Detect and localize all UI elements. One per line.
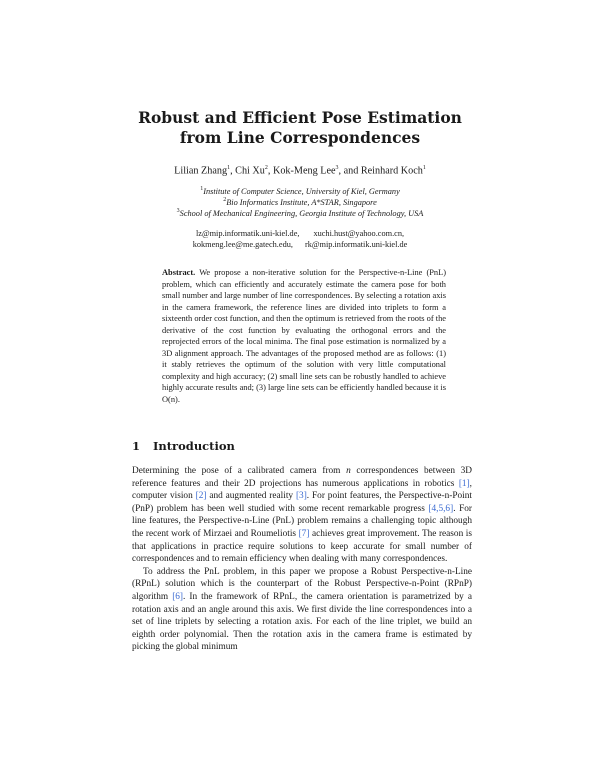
section-heading (132, 439, 235, 453)
affiliation-text: School of Mechanical Engineering, Georgia Institute of Technology, USA (179, 208, 424, 218)
text-run: achieves great improvement. The reason is that applications in practice require solutions to keep accurate for small number of correspondences and to remain efficiency when dealing with many correspondences. (132, 528, 472, 565)
email[interactable]: rk@mip.informatik.uni-kiel.de (304, 240, 408, 249)
affiliation-mark: 2 (223, 197, 227, 203)
author-separator: , (267, 165, 273, 177)
affiliation (0, 197, 600, 207)
author-affiliation-mark: 1 (227, 165, 231, 171)
email[interactable]: xuchi.hust@yahoo.com.cn, (313, 229, 405, 238)
citation-link[interactable]: [2] (195, 491, 207, 502)
author: Chi Xu (235, 165, 265, 177)
paper-title-line-1: Robust and Efficient Pose Estimation (138, 108, 462, 127)
paragraph (132, 566, 472, 654)
author-affiliation-mark: 2 (264, 165, 268, 171)
paragraph (132, 465, 472, 566)
author-list (0, 165, 600, 176)
text-run: correspondences between 3D reference features and their 2D projections has numerous applications in robotics (132, 466, 472, 489)
affiliation-text: Institute of Computer Science, University of Kiel, Germany (203, 186, 400, 196)
author-affiliation-mark: 3 (335, 165, 339, 171)
text-run: To address the PnL problem, in this paper we propose a Robust Perspective-n-Line (RPnL) solution which is the counterpart of the Robust Perspective-n-Point (RPnP) algorithm (132, 566, 472, 602)
abstract-label: Abstract. (162, 268, 196, 277)
math-variable: n (346, 466, 351, 476)
affiliation (0, 186, 600, 196)
author: Kok-Meng Lee (272, 165, 336, 177)
section-title: Introduction (153, 439, 235, 453)
citation-link[interactable]: [1] (458, 478, 470, 489)
citation-link[interactable]: [6] (172, 591, 184, 602)
citation-link[interactable]: [3] (295, 491, 307, 502)
text-run: . For line features, the Perspective-n-Line (PnL) problem remains a challenging topic although the recent work of Mirzaei and Roumeliotis (132, 503, 472, 539)
affiliation-mark: 3 (176, 208, 180, 214)
email[interactable]: lz@mip.informatik.uni-kiel.de, (195, 229, 300, 238)
author-affiliation-mark: 1 (422, 165, 426, 171)
paper-title-line-2: from Line Correspondences (179, 128, 421, 147)
affiliation (0, 208, 600, 218)
text-run: and augmented reality (206, 491, 296, 502)
author-separator: , and (338, 165, 361, 177)
author-separator: , (230, 165, 236, 177)
text-run: Determining the pose of a calibrated camera from (132, 466, 347, 476)
author: Reinhard Koch (360, 165, 423, 177)
citation-link[interactable]: [4,5,6] (428, 503, 454, 514)
text-run: . In the framework of RPnL, the camera orientation is parametrized by a rotation axis and an angle around this axis. We first divide the line correspondences into a set of line triplets by selecting a rotation axis. For each of the line triplet, we build an eighth order polynomial. Then the rotation axis in the camera frame is estimated by picking the global minimum (132, 591, 472, 653)
body-text (132, 465, 472, 654)
text-run: . For point features, the Perspective-n-Point (PnP) problem has been well studied with some recent remarkable progress (132, 491, 472, 514)
text-run: , computer vision (132, 478, 472, 502)
email-line (0, 229, 600, 238)
affiliation-mark: 1 (200, 186, 204, 192)
citation-link[interactable]: [7] (298, 528, 310, 539)
email-line (0, 240, 600, 249)
affiliation-text: Bio Informatics Institute, A*STAR, Singapore (226, 197, 377, 207)
abstract (162, 267, 446, 406)
abstract-text: We propose a non-iterative solution for the Perspective-n-Line (PnL) problem, which can efficiently and accurately estimate the camera pose for both small number and large number of line correspondences. By selecting a rotation axis in the camera framework, the reference lines are divided into triplets to form a sixteenth order cost function, and then the optimum is retrieved from the roots of the derivative of the cost function by evaluating the orthogonal errors and the reprojected errors of the local minima. The final pose estimation is normalized by a 3D alignment approach. The advantages of the proposed method are as follows: (1) it stably retrieves the optimum of the solution with very little computational complexity and high accuracy; (2) small line sets can be robustly handled to achieve highly accurate results and; (3) large line sets can be efficiently handled because it is O(n). (162, 268, 446, 405)
section-number: 1 (132, 439, 141, 453)
email[interactable]: kokmeng.lee@me.gatech.edu, (192, 240, 293, 249)
author: Lilian Zhang (174, 165, 228, 177)
